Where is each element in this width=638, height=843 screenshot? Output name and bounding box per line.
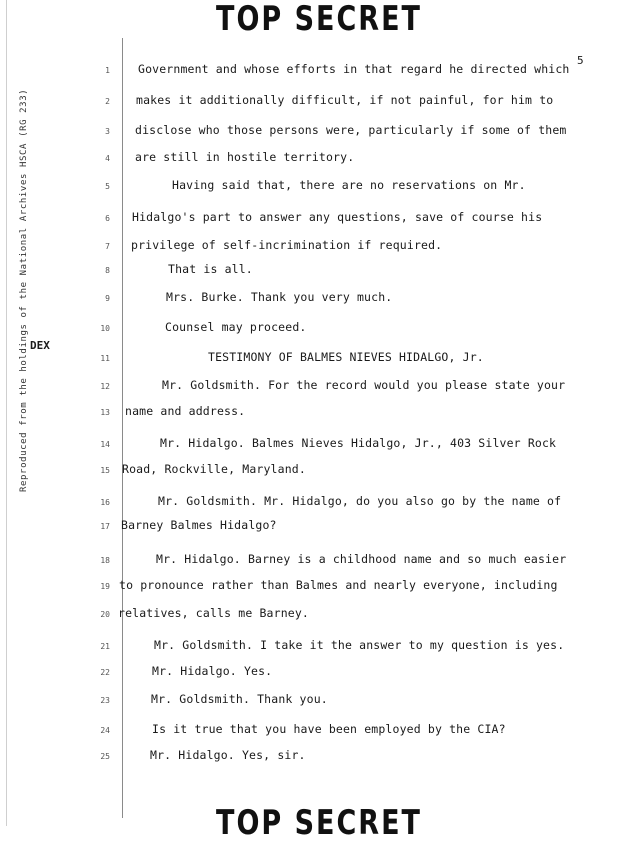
transcript-line — [0, 436, 638, 454]
line-number: 21 — [100, 642, 110, 651]
line-number: 19 — [100, 582, 110, 591]
line-text: Road, Rockville, Maryland. — [122, 462, 306, 476]
transcript-line — [0, 518, 638, 536]
transcript-line — [0, 238, 638, 256]
line-number: 17 — [100, 522, 110, 531]
transcript-line — [0, 210, 638, 228]
line-number: 14 — [100, 440, 110, 449]
line-number: 18 — [100, 556, 110, 565]
line-number: 3 — [105, 127, 110, 136]
transcript-line — [0, 62, 638, 80]
transcript-line — [0, 692, 638, 710]
line-text: makes it additionally difficult, if not painful, for him to — [136, 93, 554, 107]
transcript-line — [0, 123, 638, 141]
page-number: 5 — [577, 54, 584, 67]
line-text: Mr. Goldsmith. I take it the answer to my question is yes. — [154, 638, 565, 652]
line-number: 4 — [105, 154, 110, 163]
transcript-line — [0, 638, 638, 656]
line-text: Mr. Goldsmith. Thank you. — [151, 692, 328, 706]
line-number: 20 — [100, 610, 110, 619]
line-text: Mr. Hidalgo. Yes, sir. — [150, 748, 306, 762]
line-text: Mr. Goldsmith. For the record would you please state your — [162, 378, 566, 392]
transcript-line — [0, 320, 638, 338]
transcript-line — [0, 606, 638, 624]
line-text: Is it true that you have been employed by the CIA? — [152, 722, 506, 736]
transcript-line — [0, 290, 638, 308]
section-heading: TESTIMONY OF BALMES NIEVES HIDALGO, Jr. — [208, 350, 484, 364]
line-number: 11 — [100, 354, 110, 363]
archive-source-note: Reproduced from the holdings of the National Archives HSCA (RG 233) — [19, 88, 29, 492]
transcript-line — [0, 664, 638, 682]
line-number: 8 — [105, 266, 110, 275]
line-text: are still in hostile territory. — [135, 150, 355, 164]
line-number: 6 — [105, 214, 110, 223]
line-number: 25 — [100, 752, 110, 761]
transcript-line — [0, 93, 638, 111]
line-number: 23 — [100, 696, 110, 705]
line-text: Hidalgo's part to answer any questions, save of course his — [132, 210, 543, 224]
transcript-line — [0, 494, 638, 512]
line-number: 16 — [100, 498, 110, 507]
line-number: 24 — [100, 726, 110, 735]
transcript-line — [0, 552, 638, 570]
transcript-line — [0, 378, 638, 396]
transcript-line — [0, 178, 638, 196]
line-number: 9 — [105, 294, 110, 303]
line-text: Mrs. Burke. Thank you very much. — [166, 290, 393, 304]
transcript-line — [0, 748, 638, 766]
transcript-line — [0, 578, 638, 596]
line-text: Mr. Goldsmith. Mr. Hidalgo, do you also go by the name of — [158, 494, 562, 508]
line-text: Barney Balmes Hidalgo? — [121, 518, 277, 532]
line-text: Government and whose efforts in that regard he directed which — [138, 62, 570, 76]
transcript-line — [0, 150, 638, 168]
line-text: relatives, calls me Barney. — [118, 606, 309, 620]
line-number: 22 — [100, 668, 110, 677]
line-number: 1 — [105, 66, 110, 75]
transcript-line — [0, 722, 638, 740]
transcript-line — [0, 262, 638, 280]
line-text: That is all. — [168, 262, 253, 276]
line-text: privilege of self-incrimination if required. — [131, 238, 443, 252]
line-number: 13 — [100, 408, 110, 417]
line-text: Mr. Hidalgo. Balmes Nieves Hidalgo, Jr., 403 Silver Rock — [160, 436, 557, 450]
footer-classification-stamp: TOP SECRET — [216, 804, 422, 843]
transcript-line — [0, 404, 638, 422]
line-text: to pronounce rather than Balmes and nearly everyone, including — [119, 578, 558, 592]
line-number: 7 — [105, 242, 110, 251]
header-classification-stamp: TOP SECRET — [216, 0, 422, 39]
line-text: Having said that, there are no reservations on Mr. — [172, 178, 526, 192]
line-text: name and address. — [125, 404, 246, 418]
index-mark: DEX — [30, 339, 50, 352]
line-text: disclose who those persons were, particularly if some of them — [135, 123, 567, 137]
transcript-line — [0, 350, 638, 368]
line-text: Mr. Hidalgo. Barney is a childhood name and so much easier — [156, 552, 567, 566]
line-number: 2 — [105, 97, 110, 106]
line-number: 10 — [100, 324, 110, 333]
line-number: 5 — [105, 182, 110, 191]
line-number: 12 — [100, 382, 110, 391]
line-number: 15 — [100, 466, 110, 475]
line-text: Mr. Hidalgo. Yes. — [152, 664, 273, 678]
transcript-line — [0, 462, 638, 480]
line-text: Counsel may proceed. — [165, 320, 307, 334]
